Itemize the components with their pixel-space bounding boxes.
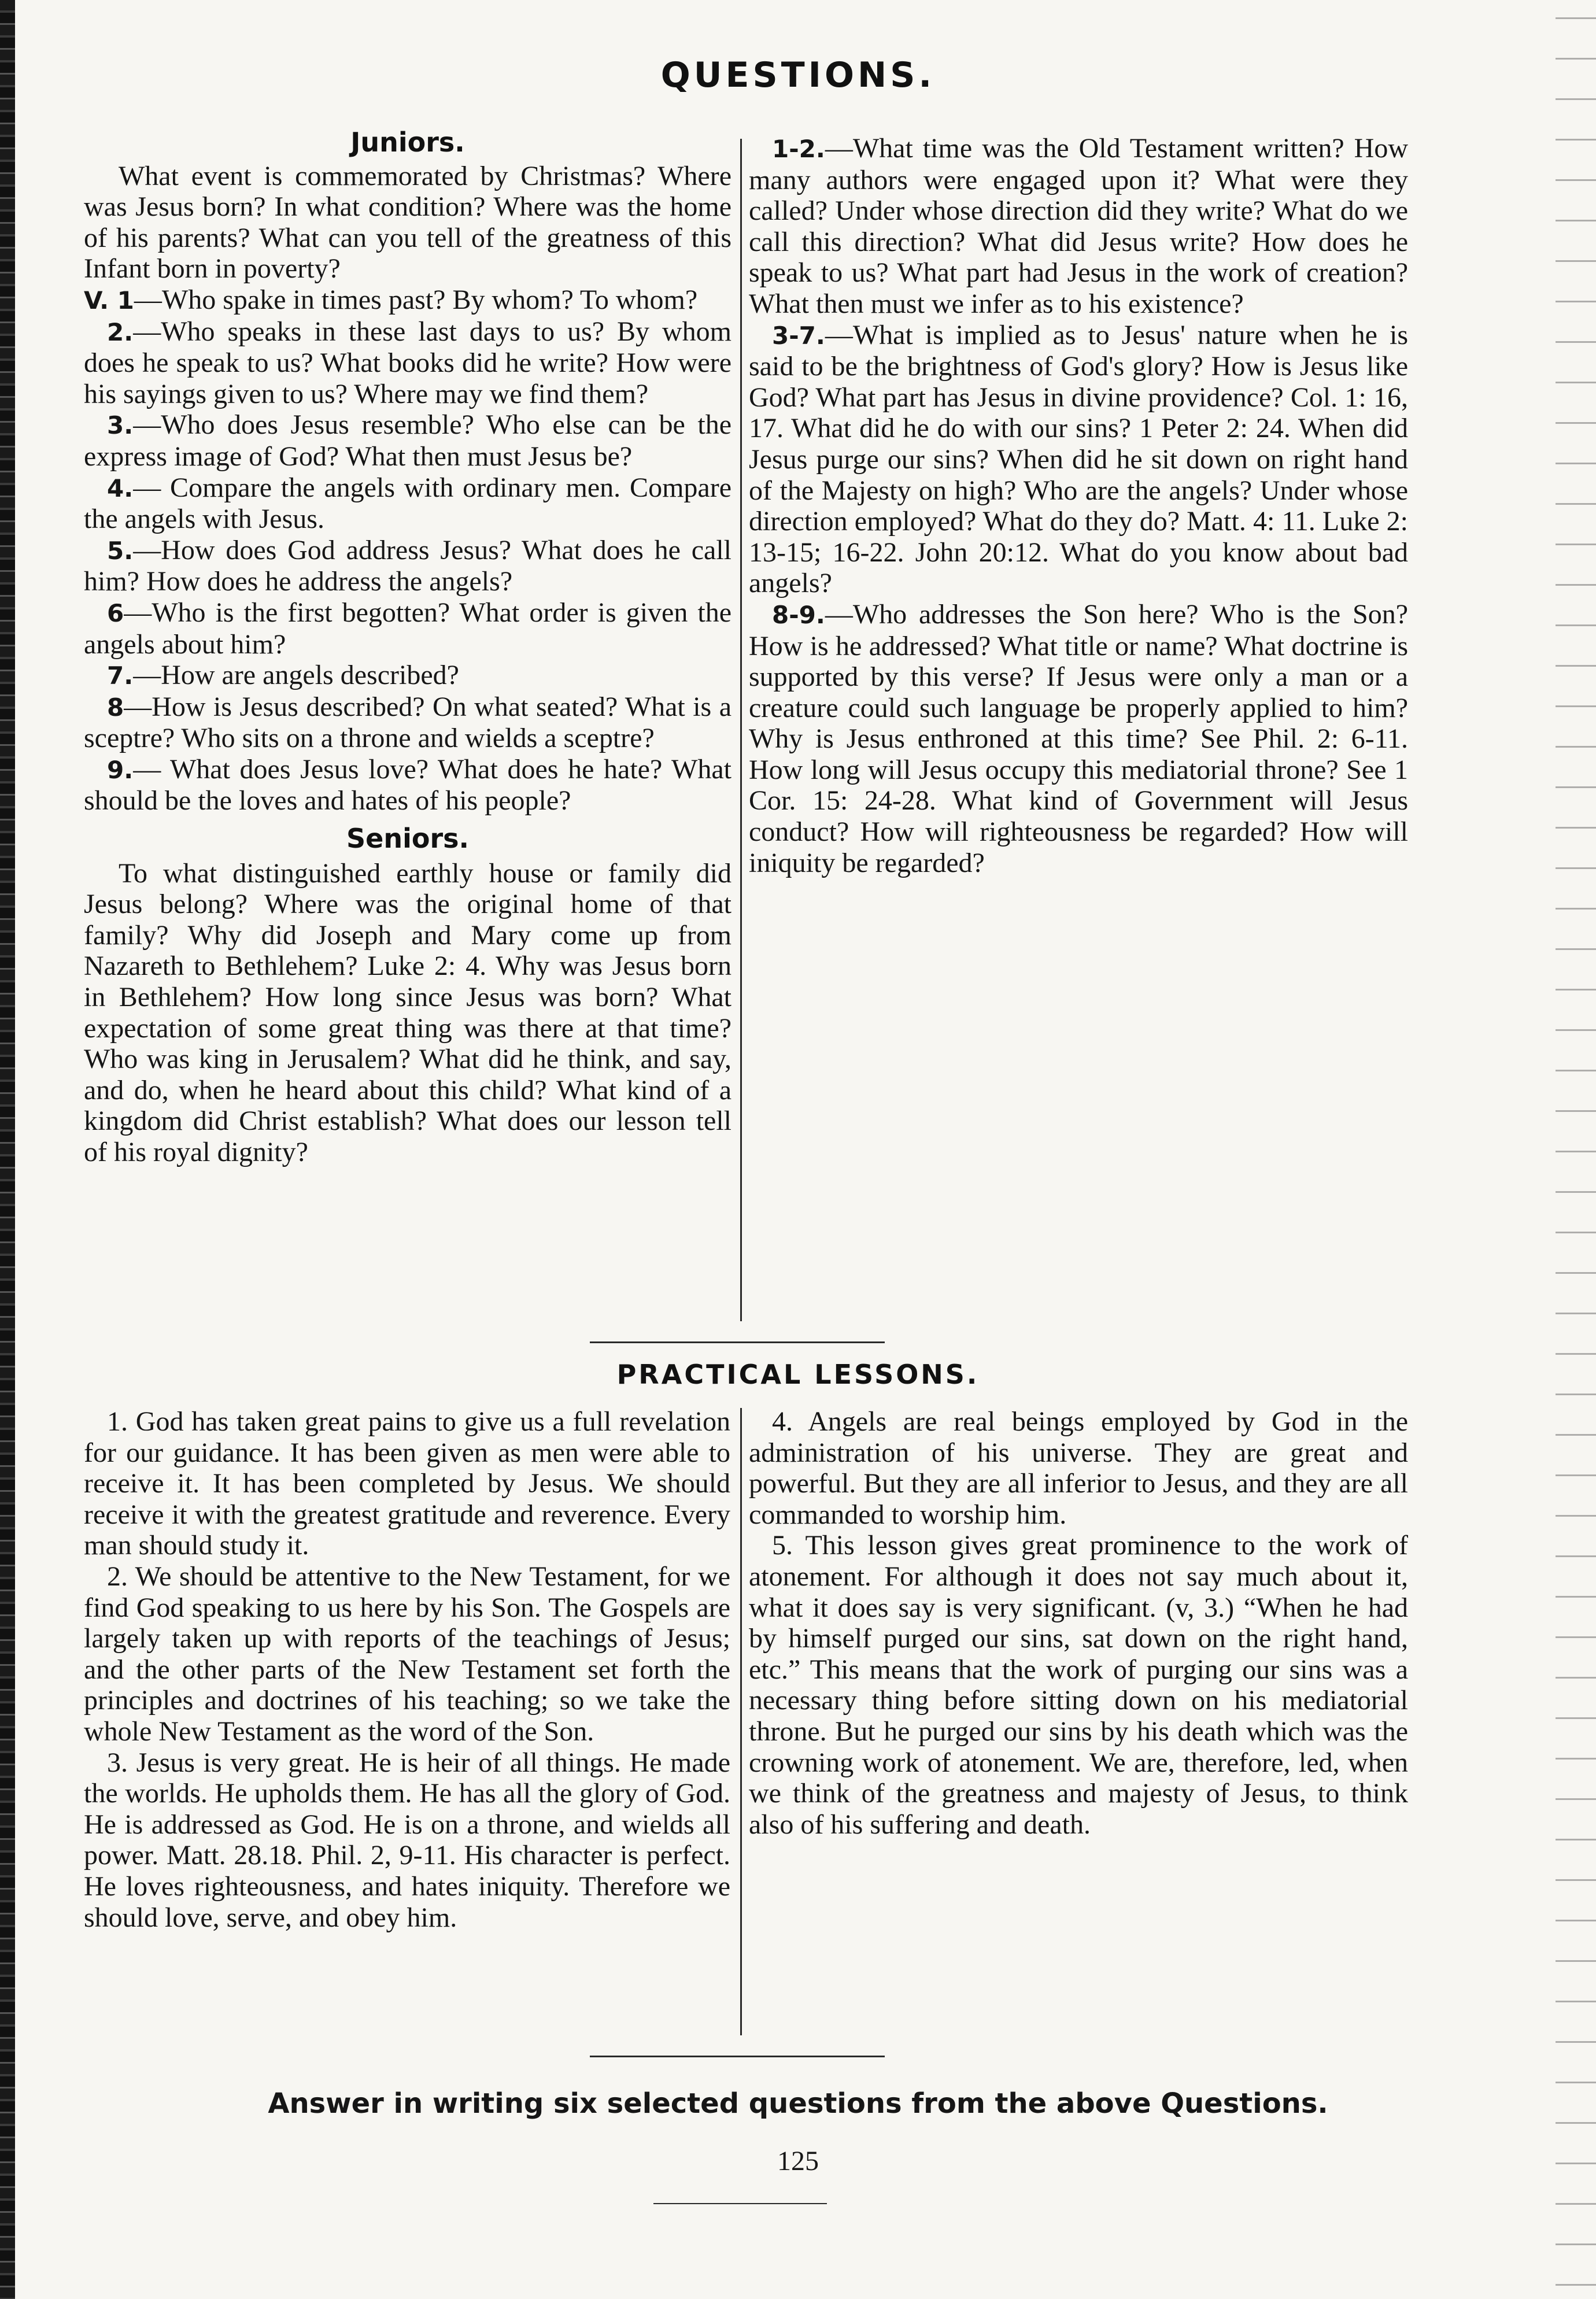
seniors-q8-9: 8-9.—Who addresses the Son here? Who is the Son? How is he addressed? What title or name? What doctrine is supported by this verse? If Jesus were only a man or a creature could such language be properly applied to him? Why is Jesus enthroned at this time? See Phil. 2: 6-11. How long will Jesus occupy this mediatorial throne? See 1 Cor. 15: 24-28. What kind of Government will Jesus conduct? How will righteousness be regarded? How will iniquity be regarded? [749,598,1408,878]
seniors-intro: To what distinguished earthly house or family did Jesus belong? Where was the original home of that family? Why did Joseph and Mary come up from Nazareth to Bethlehem? Luke 2: 4. Why was Jesus born in Bethlehem? How long since Jesus was born? What expectation of some great thing was there at that time? Who was king in Jerusalem? What did he think, and say, and do, when he heard about this child? What kind of a kingdom did Christ establish? What does our lesson tell of his royal dignity? [84,857,732,1167]
page-number: 125 [777,2146,819,2176]
juniors-q7: 7.—How are angels described? [107,660,459,691]
juniors-heading: Juniors. [350,127,465,158]
juniors-q2: 2.—Who speaks in these last days to us? By whom does he speak to us? What books did he write? How were his sayings given to us? Where may we find them? [84,316,732,409]
juniors-q8: 8—How is Jesus described? On what seated? What is a sceptre? Who sits on a throne and wields a sceptre? [84,691,732,754]
juniors-q9: 9.— What does Jesus love? What does he hate? What should be the loves and hates of his people? [84,753,732,816]
lesson-4: 4. Angels are real beings employed by God in the administration of his universe. They are great and powerful. But they are all inferior to Jesus, and they are all commanded to worship him. [749,1406,1408,1530]
lesson-2: 2. We should be attentive to the New Testament, for we find God speaking to us here by his Son. The Gospels are largely taken up with reports of the teachings of Jesus; and the other parts of the New Testament set forth the principles and doctrines of his teaching; so we take the whole New Testament as the word of the Son. [84,1561,730,1747]
juniors-q6: 6—Who is the first begotten? What order is given the angels about him? [84,597,732,660]
lesson-5: 5. This lesson gives great prominence to the work of atonement. For although it does not say much about it, what it does say is very significant. (v, 3.) “When he had by himself purged our sins, sat down on the right hand, etc.” This means that the work of purging our sins was a necessary thing before sitting down on his mediatorial throne. But he purged our sins by his death which was the crowning work of atonement. We are, therefore, led, when we think of the greatness and majesty of Jesus, to think also of his suffering and death. [749,1530,1408,1840]
scan-edge-left [0,0,15,2299]
page-title: QUESTIONS. [660,55,936,95]
lessons-column-divider [740,1408,742,2035]
instruction-note: Answer in writing six selected questions from the above Questions. [268,2087,1328,2120]
page-number-rule [653,2203,827,2204]
lesson-3: 3. Jesus is very great. He is heir of all things. He made the worlds. He upholds them. He has all the glory of God. He is addressed as God. He is on a throne, and wields all power. Matt. 28.18. Phil. 2, 9-11. His character is perfect. He loves righteousness, and hates iniquity. Therefore we should love, serve, and obey him. [84,1747,730,1933]
juniors-intro: What event is commemorated by Christmas? Where was Jesus born? In what condition? Where was the home of his parents? What can you tell of the greatness of this Infant born in poverty? [84,160,732,284]
section-rule-bottom [590,2056,885,2057]
practical-lessons-heading: PRACTICAL LESSONS. [616,1359,980,1390]
seniors-q1-2: 1-2.—What time was the Old Testament written? How many authors were engaged upon it? What were they called? Under whose direction did they write? What do we call this direction? What did Jesus write? How does he speak to us? What part had Jesus in the work of creation? What then must we infer as to his existence? [749,133,1408,319]
scan-edge-right [1556,0,1596,2299]
seniors-heading: Seniors. [346,823,469,855]
juniors-q5: 5.—How does God address Jesus? What does he call him? How does he address the angels? [84,534,732,597]
questions-left-column [84,127,732,1168]
lessons-left-column [84,1406,730,1933]
juniors-q4: 4.— Compare the angels with ordinary men. Compare the angels with Jesus. [84,472,732,535]
seniors-q3-7: 3-7.—What is implied as to Jesus' nature when he is said to be the brightness of God's glory? How is Jesus like God? What part has Jesus in divine providence? Col. 1: 16, 17. What did he do with our sins? 1 Peter 2: 24. When did Jesus purge our sins? When did he sit down on right hand of the Majesty on high? Who are the angels? Under whose direction employed? What do they do? Matt. 4: 11. Luke 2: 13-15; 16-22. John 20:12. What do you know about bad angels? [749,319,1408,599]
section-rule-top [590,1341,885,1343]
juniors-q1: V. 1—Who spake in times past? By whom? To whom? [84,284,698,315]
lesson-1: 1. God has taken great pains to give us a full revelation for our guidance. It has been given as men were able to receive it. It has been completed by Jesus. We should receive it with the greatest gratitude and reverence. Every man should study it. [84,1406,730,1561]
questions-right-column [749,133,1408,878]
questions-column-divider [740,139,742,1321]
lessons-right-column [749,1406,1408,1840]
juniors-q3: 3.—Who does Jesus resemble? Who else can be the express image of God? What then must Jesus be? [84,409,732,472]
